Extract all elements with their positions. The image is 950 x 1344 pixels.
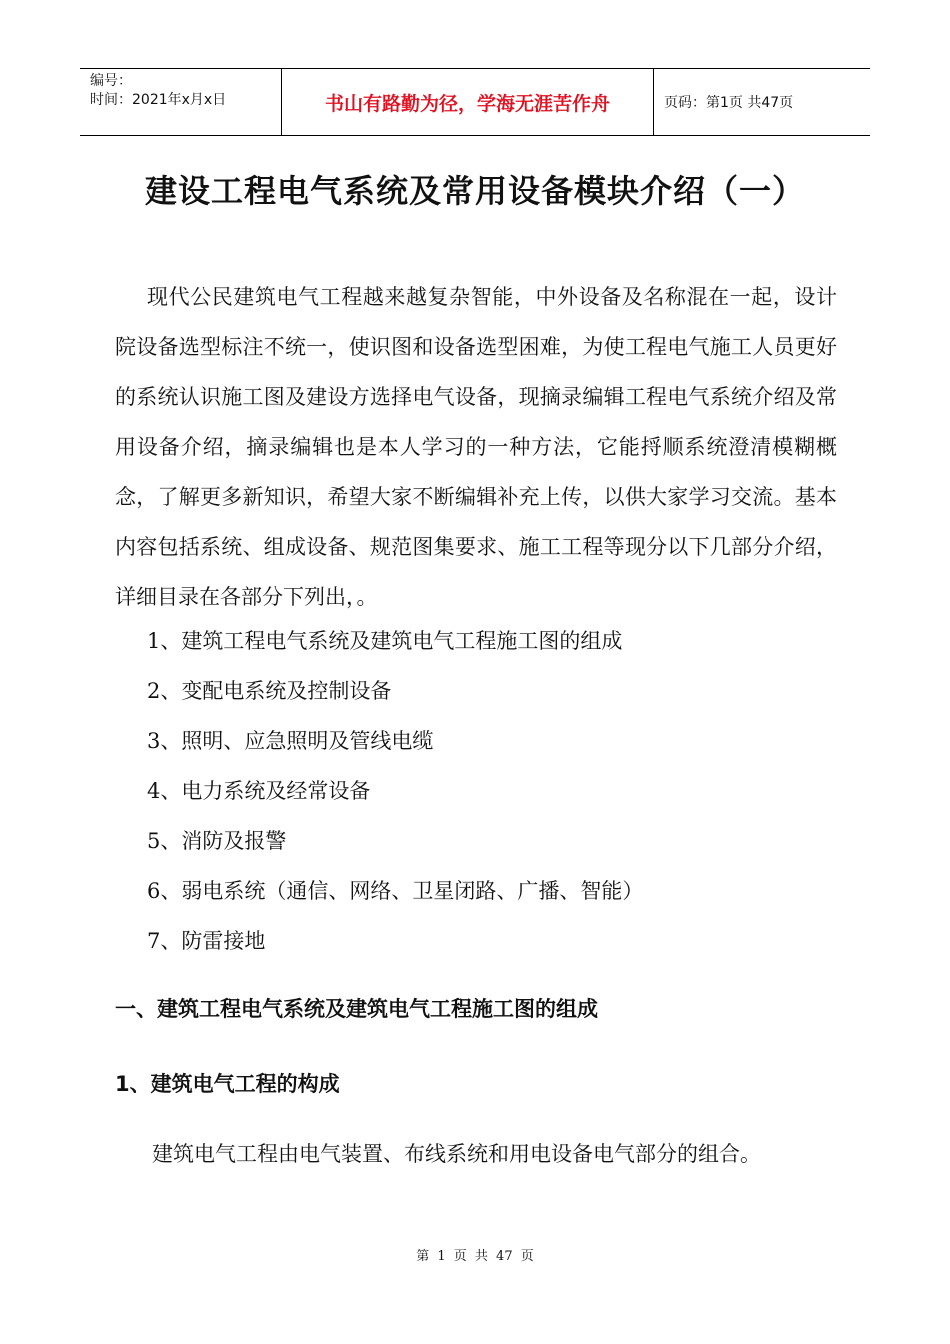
page-header [80,68,870,136]
toc-item: 4、电力系统及经常设备 [147,779,371,803]
toc-item: 7、防雷接地 [147,929,266,953]
toc-item: 1、建筑工程电气系统及建筑电气工程施工图的组成 [147,629,623,653]
document-time-label: 时间：2021年x月x日 [90,92,227,108]
table-of-contents [147,616,643,966]
section-heading: 一、建筑工程电气系统及建筑电气工程施工图的组成 [115,997,598,1021]
header-meta [80,69,282,135]
document-title: 建设工程电气系统及常用设备模块介绍（一） [144,172,805,210]
page-footer: 第 1 页 共 47 页 [416,1249,534,1264]
body-paragraph: 建筑电气工程由电气装置、布线系统和用电设备电气部分的组合。 [152,1142,761,1166]
intro-paragraph: 现代公民建筑电气工程越来越复杂智能，中外设备及名称混在一起，设计院设备选型标注不统一，使识图和设备选型困难，为使工程电气施工人员更好的系统认识施工图及建设方选择电气设备，现摘录编辑工程电气系统介绍及常用设备介绍，摘录编辑也是本人学习的一种方法，它能捋顺系统澄清模糊概念，了解更多新知识，希望大家不断编辑补充上传，以供大家学习交流。基本内容包括系统、组成设备、规范图集要求、施工工程等现分以下几部分介绍，详细目录在各部分下列出，。 [115,285,837,609]
toc-item: 5、消防及报警 [147,829,287,853]
subsection-heading: 1、建筑电气工程的构成 [115,1072,340,1096]
header-motto: 书山有路勤为径，学海无涯苦作舟 [282,69,654,135]
toc-item: 6、弱电系统（通信、网络、卫星闭路、广播、智能） [147,879,644,903]
toc-item: 3、照明、应急照明及管线电缆 [147,729,434,753]
toc-item: 2、变配电系统及控制设备 [147,679,392,703]
header-page-info: 页码：第1页 共47页 [664,95,794,111]
document-number-label: 编号： [90,73,132,89]
